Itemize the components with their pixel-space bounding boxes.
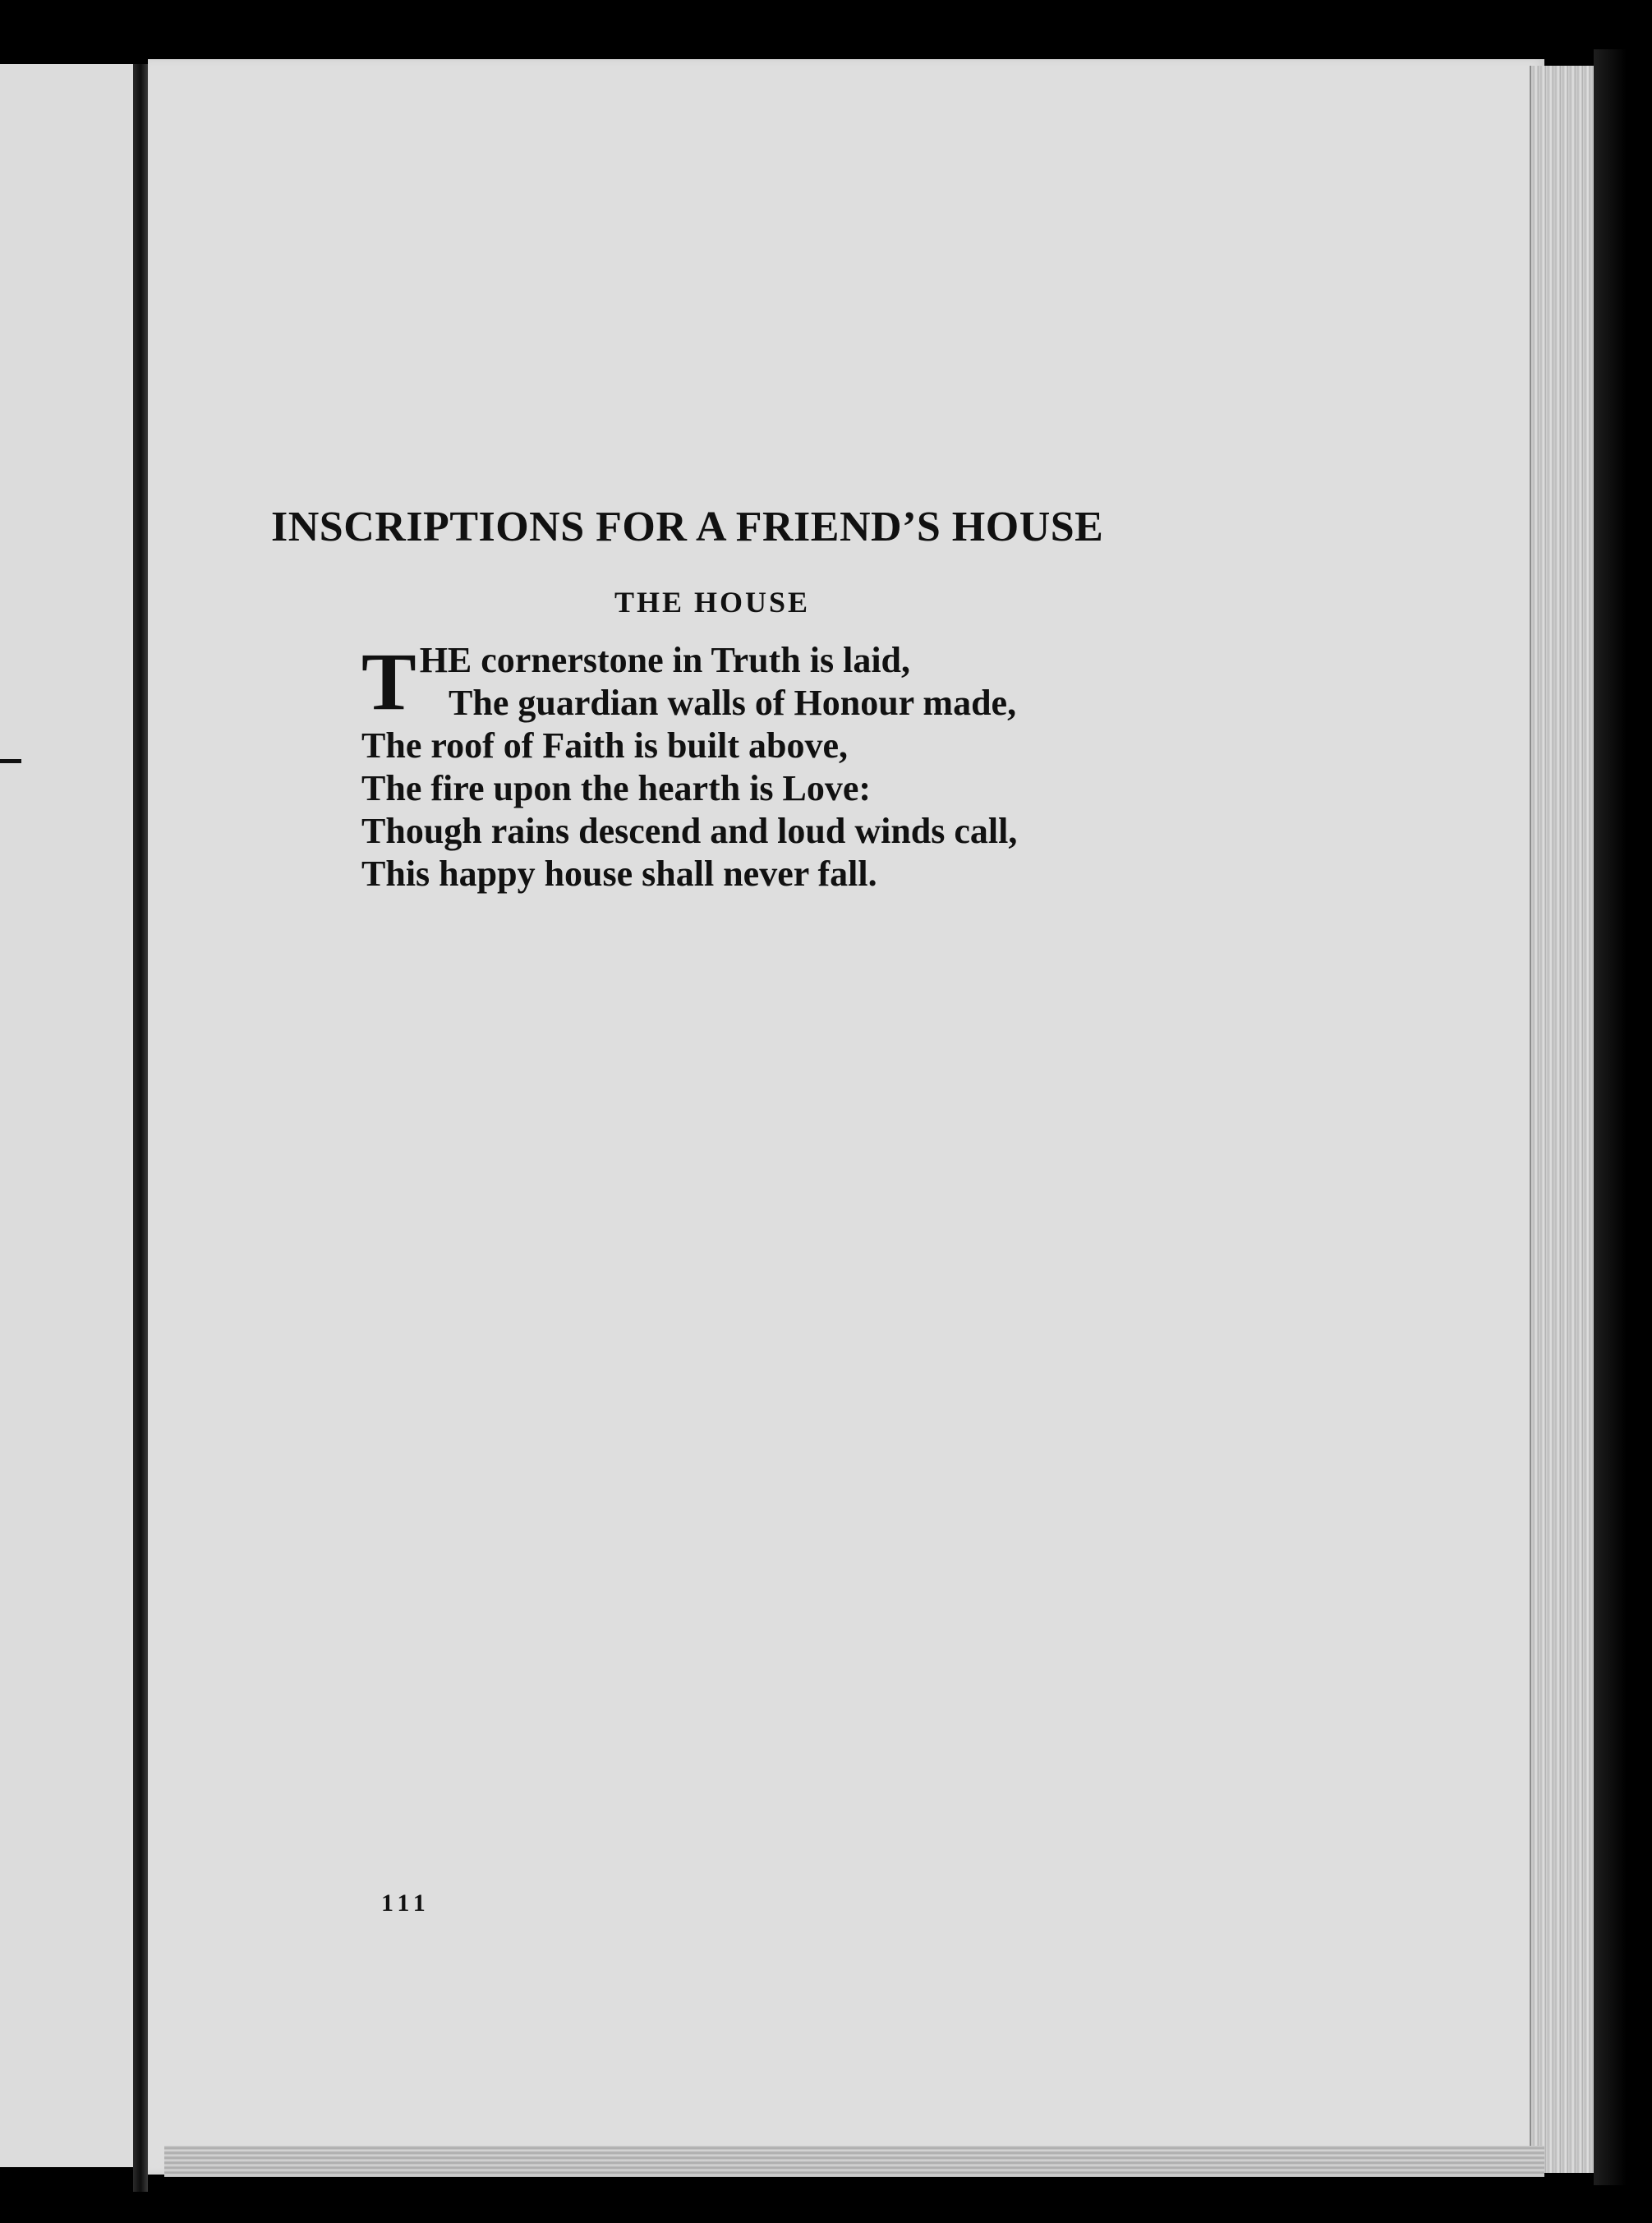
poem-line-2: The guardian walls of Honour made,: [449, 683, 1017, 723]
page-edges: [1530, 66, 1595, 2173]
bottom-page-edges: [164, 2146, 1544, 2177]
poem-line-3: The roof of Faith is built above,: [361, 725, 849, 766]
page: [148, 59, 1544, 2175]
poem: [361, 636, 1183, 895]
book-gutter: [133, 64, 148, 2192]
page-title: INSCRIPTIONS FOR A FRIEND’S HOUSE: [271, 504, 1104, 550]
section-heading: THE HOUSE: [614, 586, 811, 619]
poem-line-4: The fire upon the hearth is Love:: [361, 768, 872, 808]
facing-page-mark: [0, 759, 21, 763]
drop-cap: T: [361, 636, 416, 727]
page-number: 111: [381, 1889, 430, 1917]
poem-line-1: HE cornerstone in Truth is laid,: [419, 640, 911, 680]
poem-line-6: This happy house shall never fall.: [361, 854, 877, 894]
facing-page: [0, 64, 154, 2167]
edge-shadow: [1594, 49, 1627, 2185]
poem-line-5: Though rains descend and loud winds call,: [361, 811, 1018, 851]
